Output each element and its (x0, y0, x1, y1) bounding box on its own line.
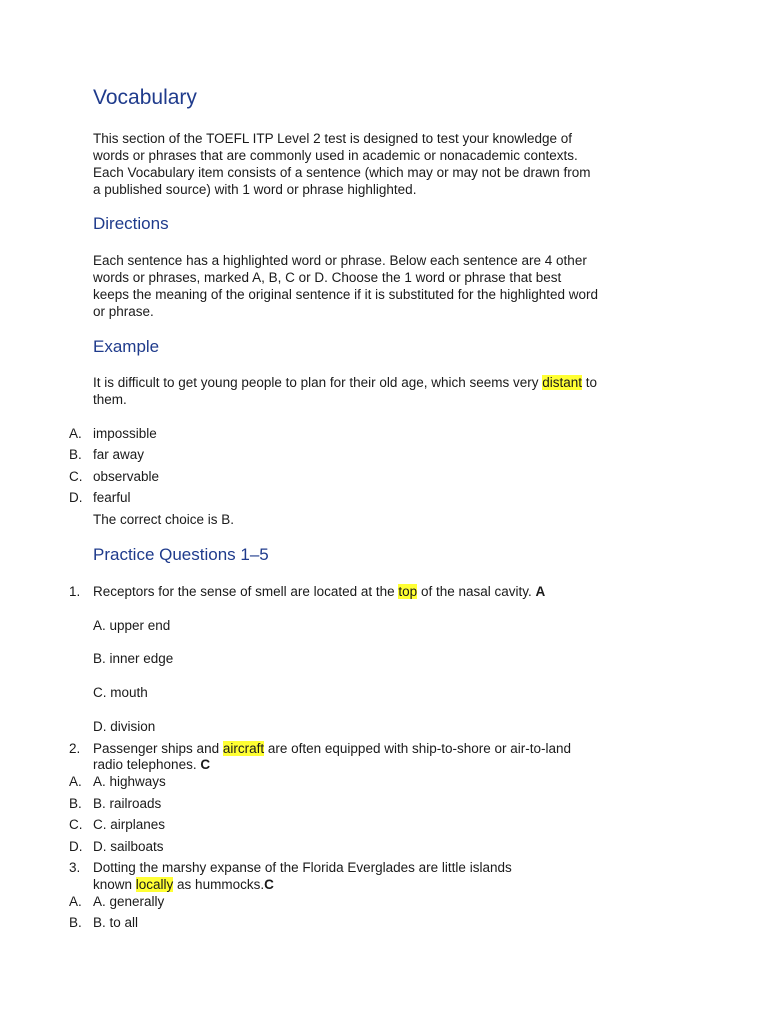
question-number: 3. (69, 860, 81, 875)
option-marker: A. (69, 426, 82, 441)
option-marker: A. (69, 894, 82, 909)
option-marker: B. (69, 447, 82, 462)
question-1-highlighted-word: top (398, 584, 418, 599)
question-1-after: of the nasal cavity. (417, 584, 536, 599)
question-3-before: known (93, 877, 136, 892)
option-marker: B. (69, 796, 82, 811)
question-1-answer: A (535, 584, 546, 599)
question-2-highlighted-word: aircraft (222, 741, 265, 756)
directions-line: or phrase. (93, 304, 154, 319)
question-1-option: B. inner edge (93, 651, 174, 666)
question-1-option: C. mouth (93, 685, 148, 700)
practice-heading: Practice Questions 1–5 (93, 545, 269, 564)
question-3-text: Dotting the marshy expanse of the Florida Everglades are little islands (93, 860, 512, 875)
intro-line: This section of the TOEFL ITP Level 2 test is designed to test your knowledge of (93, 131, 573, 146)
example-option: far away (93, 447, 145, 462)
question-1-before: Receptors for the sense of smell are located at the (93, 584, 399, 599)
question-1-text (93, 583, 545, 600)
option-marker: D. (69, 839, 83, 854)
question-1-option: D. division (93, 719, 156, 734)
example-option: observable (93, 469, 160, 484)
question-3-highlighted-word: locally (135, 877, 174, 892)
example-sentence-before: It is difficult to get young people to plan for their old age, which seems very (93, 375, 543, 390)
example-sentence-line: them. (93, 392, 127, 407)
example-sentence-after: to (582, 375, 598, 390)
directions-paragraph (93, 252, 693, 320)
example-sentence-line (93, 374, 693, 391)
option-marker: D. (69, 490, 83, 505)
example-heading: Example (93, 337, 160, 356)
question-2-line2: radio telephones. (93, 757, 201, 772)
question-2-option: B. railroads (93, 796, 162, 811)
question-1-option: A. upper end (93, 618, 171, 633)
intro-line: words or phrases that are commonly used in academic or nonacademic contexts. (93, 148, 578, 163)
question-2-option: D. sailboats (93, 839, 164, 854)
question-number: 2. (69, 741, 81, 756)
directions-line: Each sentence has a highlighted word or phrase. Below each sentence are 4 other (93, 253, 587, 268)
question-2-option: C. airplanes (93, 817, 166, 832)
intro-line: a published source) with 1 word or phrase highlighted. (93, 182, 417, 197)
question-3-after: as hummocks. (173, 877, 265, 892)
example-option: impossible (93, 426, 157, 441)
example-correct-choice: The correct choice is B. (93, 512, 235, 527)
directions-line: keeps the meaning of the original sentence if it is substituted for the highlighted word (93, 287, 599, 302)
question-2-answer: C (200, 757, 211, 772)
example-highlighted-word: distant (542, 375, 583, 390)
intro-paragraph (93, 130, 693, 198)
option-marker: A. (69, 774, 82, 789)
question-2-after: are often equipped with ship-to-shore or air-to-land (264, 741, 572, 756)
option-marker: B. (69, 915, 82, 930)
question-2-before: Passenger ships and (93, 741, 223, 756)
question-2-text-line2 (93, 756, 210, 773)
option-marker: C. (69, 817, 83, 832)
question-3-option: B. to all (93, 915, 139, 930)
example-sentence (93, 374, 693, 408)
question-number: 1. (69, 584, 81, 599)
question-2-text (93, 740, 571, 757)
question-3-answer: C (264, 877, 274, 892)
page-title: Vocabulary (93, 86, 197, 109)
question-3-option: A. generally (93, 894, 165, 909)
option-marker: C. (69, 469, 83, 484)
directions-heading: Directions (93, 214, 169, 233)
example-option: fearful (93, 490, 131, 505)
intro-line: Each Vocabulary item consists of a sentence (which may or may not be drawn from (93, 165, 591, 180)
directions-line: words or phrases, marked A, B, C or D. Choose the 1 word or phrase that best (93, 270, 562, 285)
question-2-option: A. highways (93, 774, 166, 789)
question-3-text-line2 (93, 876, 274, 893)
